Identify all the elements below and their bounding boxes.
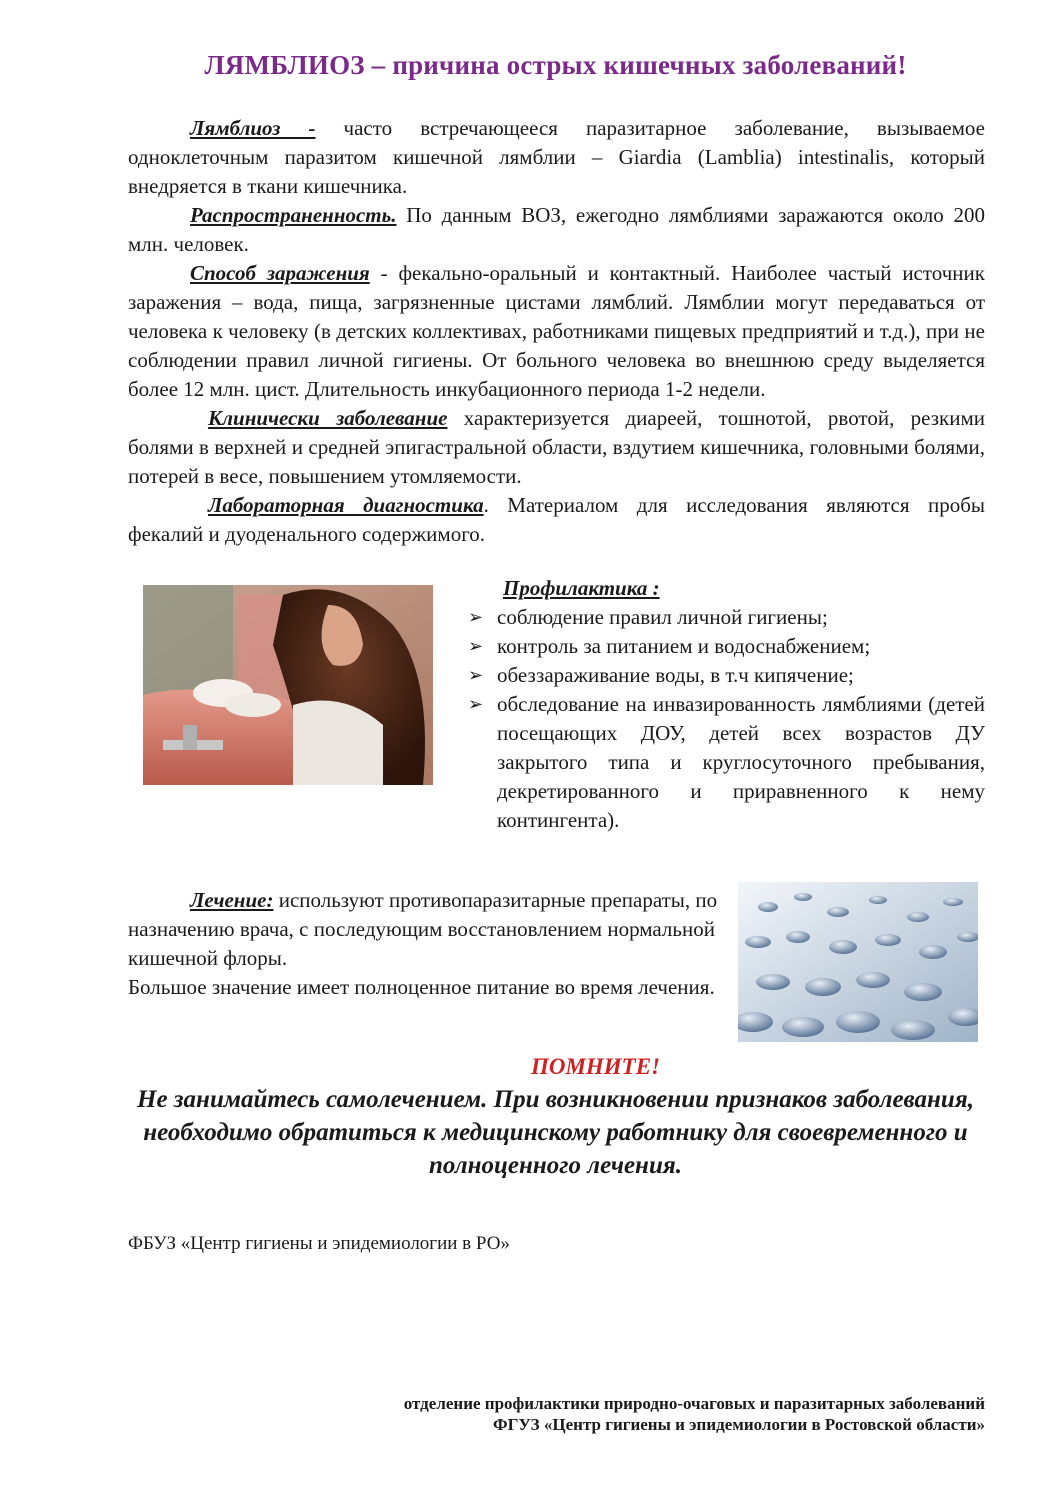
remember-heading: ПОМНИТЕ!: [530, 1054, 661, 1079]
list-item: ➢ обеззараживание воды, в т.ч кипячение;: [468, 661, 985, 690]
clinical-text: характеризуется диареей, тошнотой, рвотой, резкими болями в верхней и средней эпигастральной области, вздутием кишечника, головными болями, потерей в весе, повышением утомляемости.: [128, 406, 985, 488]
lab-paragraph: [128, 491, 985, 549]
warning-text: Не занимайтесь самолечением. При возникновении признаков заболевания, необходимо обратиться к медицинскому работнику для своевременного и полноценного лечения.: [137, 1086, 974, 1179]
organization-name: ФБУЗ «Центр гигиены и эпидемиологии в РО»: [128, 1233, 510, 1254]
arrow-bullet-icon: ➢: [468, 665, 484, 685]
treatment-paragraph: [128, 886, 728, 973]
clinical-paragraph: [128, 404, 985, 491]
prevalence-term: Распространенность.: [190, 203, 397, 227]
footer: [404, 1393, 985, 1435]
intro-paragraph: [128, 114, 985, 201]
prevention-list: [468, 603, 985, 835]
treatment-section: [128, 886, 728, 1002]
transmission-term: Способ заражения: [190, 261, 370, 285]
pills-photo: [738, 882, 978, 1042]
transmission-text: - фекально-оральный и контактный. Наиболее частый источник заражения – вода, пища, загрязненные цистами лямблий. Лямблии могут передаваться от человека к человеку (в детских коллективах, работниками пищевых предприятий и т.д.), при не соблюдении правил личной гигиены. От больного человека во внешнюю среду выделяется более 12 млн. цист. Длительность инкубационного периода 1-2 недели.: [128, 261, 985, 401]
intro-text: часто встречающееся паразитарное заболевание, вызываемое одноклеточным паразитом кишечной лямблии – Giardia (Lamblia) intestinalis, который внедряется в ткани кишечника.: [128, 116, 985, 198]
arrow-bullet-icon: ➢: [468, 607, 484, 627]
handwashing-photo: [143, 585, 433, 785]
main-text: [128, 114, 985, 549]
lab-term: Лабораторная диагностика: [208, 493, 484, 517]
prevalence-paragraph: [128, 201, 985, 259]
list-item: ➢ обследование на инвазированность лямблиями (детей посещающих ДОУ, детей всех возрастов ДУ закрытого типа и круглосуточного пребывания, декретированного и приравненного к нему контингента).: [468, 692, 985, 832]
prevention-heading: Профилактика :: [503, 576, 660, 600]
handwashing-illustration: [143, 585, 433, 785]
page-title: ЛЯМБЛИОЗ – причина острых кишечных заболеваний!: [204, 50, 907, 80]
list-item: ➢ соблюдение правил личной гигиены;: [468, 603, 985, 632]
prevalence-text: По данным ВОЗ, ежегодно лямблиями заражаются около 200 млн. человек.: [128, 203, 985, 256]
treatment-text: используют противопаразитарные препараты, по назначению врача, с последующим восстановлением нормальной кишечной флоры.: [128, 888, 718, 970]
prevention-section: [468, 574, 985, 835]
arrow-bullet-icon: ➢: [468, 694, 484, 714]
arrow-bullet-icon: ➢: [468, 636, 484, 656]
footer-line-2: ФГУЗ «Центр гигиены и эпидемиологии в Ростовской области»: [493, 1415, 985, 1434]
list-item: ➢ контроль за питанием и водоснабжением;: [468, 632, 985, 661]
treatment-paragraph-2: Большое значение имеет полноценное питание во время лечения.: [128, 975, 715, 999]
footer-line-1: отделение профилактики природно-очаговых и паразитарных заболеваний: [403, 1394, 985, 1413]
treatment-term: Лечение:: [190, 888, 274, 912]
pills-illustration: [738, 882, 978, 1042]
transmission-paragraph: [128, 259, 985, 404]
clinical-term: Клинически заболевание: [208, 406, 448, 430]
lab-text: . Материалом для исследования являются пробы фекалий и дуоденального содержимого.: [128, 493, 985, 546]
intro-term: Лямблиоз -: [190, 116, 316, 140]
